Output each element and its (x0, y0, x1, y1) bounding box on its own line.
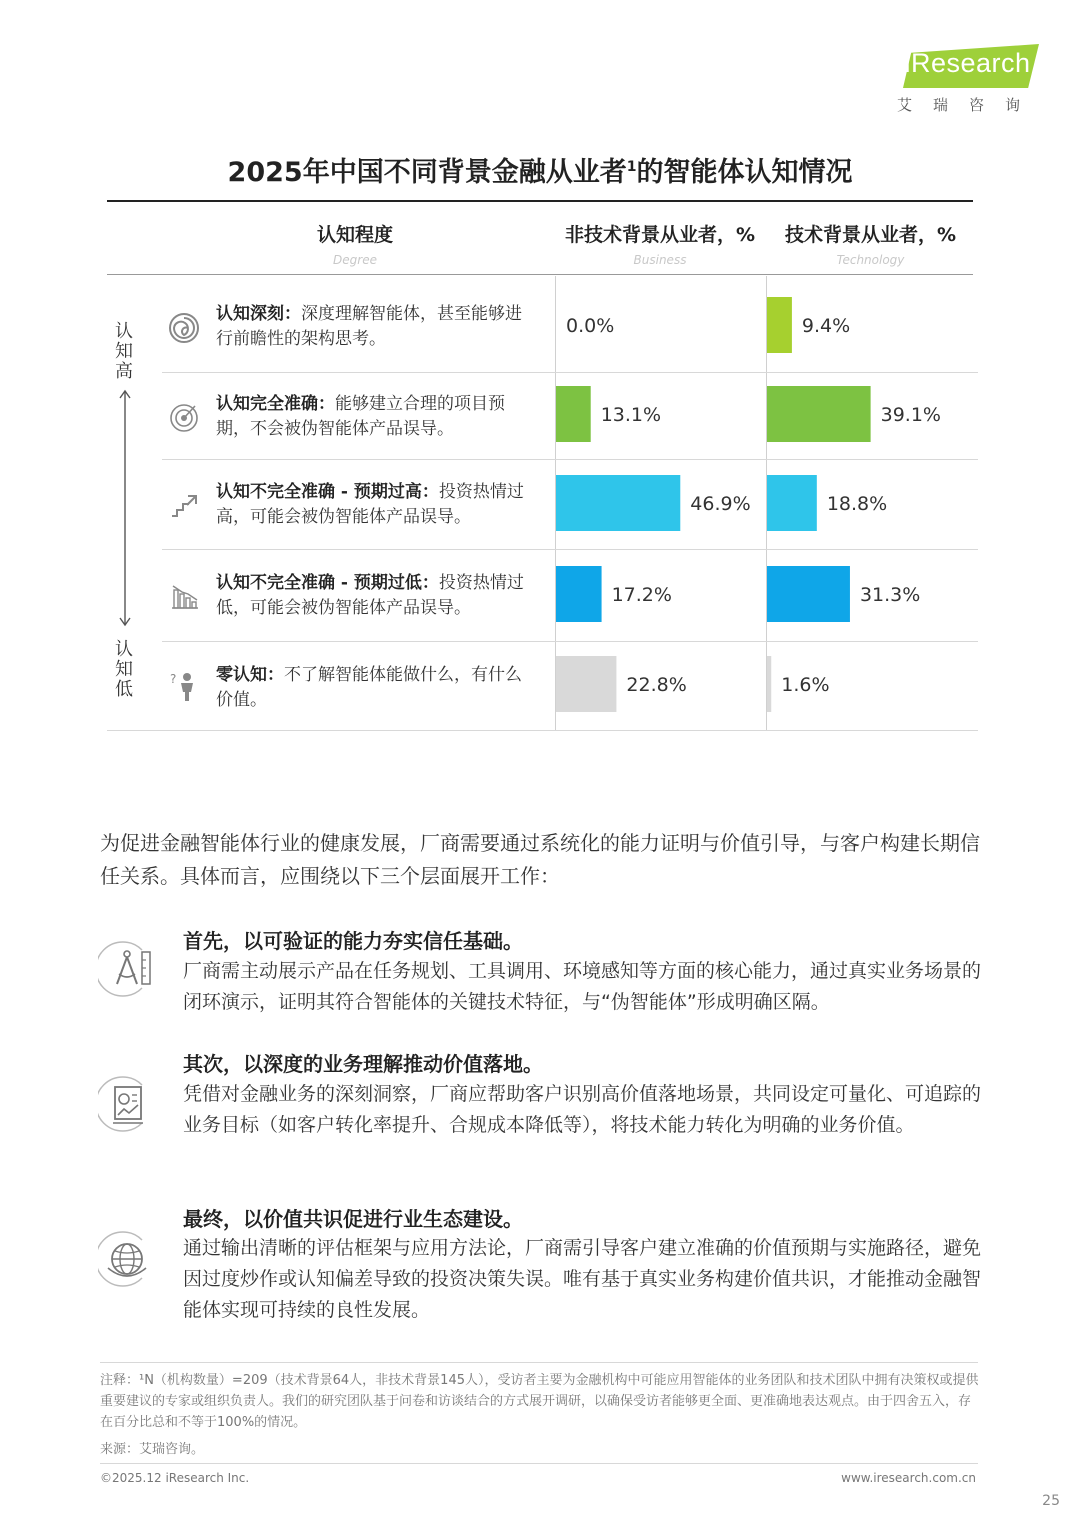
row-detail: 不了解智能体能做什么，有什么价值。 (216, 665, 522, 710)
item-body: 通过输出清晰的评估框架与应用方法论，厂商需引导客户建立准确的价值预期与实施路径，避免因过度炒作或认知偏差导致的投资决策失误。唯有基于真实业务构建价值共识，才能推动金融智能体实现可持续的良性发展。 (183, 1237, 982, 1321)
intro-paragraph: 为促进金融智能体行业的健康发展，厂商需要通过系统化的能力证明与价值引导，与客户构建长期信任关系。具体而言，应围绕以下三个层面展开工作： (100, 831, 980, 888)
col-header-business: 非技术背景从业者，% (564, 224, 756, 246)
item-body: 凭借对金融业务的深刻洞察，厂商应帮助客户识别高价值落地场景，共同设定可量化、可追踪的业务目标（如客户转化率提升、合规成本降低等），将技术能力转化为明确的业务价值。 (183, 1083, 982, 1136)
bar-label-technology-2: 18.8% (826, 493, 888, 515)
row-title: 认知完全准确： (216, 394, 335, 414)
title-main: 2025年中国不同背景金融从业者 (227, 157, 627, 188)
bar-label-business-0: 0.0% (566, 315, 615, 337)
item-title: 其次，以深度的业务理解推动价值落地。 (183, 1052, 543, 1076)
footer-rule (100, 1463, 978, 1464)
logo-wordmark: iResearch (904, 48, 1031, 78)
bar-chart (0, 0, 1080, 760)
row-detail: 深度理解智能体，甚至能够进行前瞻性的架构思考。 (216, 304, 522, 349)
side-label-low: 认知低 (115, 639, 133, 700)
side-label-high: 认知高 (115, 321, 133, 382)
row-detail: 能够建立合理的项目预期，不会被伪智能体产品误导。 (216, 394, 505, 439)
row-title: 零认知： (216, 665, 284, 685)
col-sub-business: Business (633, 253, 687, 267)
bar-label-business-1: 13.1% (600, 404, 662, 426)
row-title: 认知不完全准确 - 预期过高： (216, 482, 439, 502)
copyright: ©2025.12 iResearch Inc. (100, 1471, 250, 1485)
row-detail: 投资热情过低，可能会被伪智能体产品误导。 (216, 573, 524, 618)
item-body: 厂商需主动展示产品在任务规划、工具调用、环境感知等方面的核心能力，通过真实业务场景的闭环演示，证明其符合智能体的关键技术特征，与“伪智能体”形成明确区隔。 (183, 960, 982, 1013)
bar-technology-2 (767, 475, 817, 531)
bar-technology-0 (767, 297, 792, 353)
bar-label-business-4: 22.8% (626, 674, 687, 696)
report-document-icon (98, 1075, 156, 1133)
website-link[interactable]: www.iresearch.com.cn (841, 1471, 976, 1485)
title-tail: 的智能体认知情况 (636, 157, 853, 188)
footnote: 注释：¹N（机构数量）=209（技术背景64人，非技术背景145人），受访者主要为金融机构中可能应用智能体的业务团队和技术团队中拥有决策权或提供重要建议的专家或组织负责人。我们的研究团队基于问卷和访谈结合的方式展开调研，以确保受访者能够更全面、更准确地表达观点。由于四舍五入，存在百分比总和不等于100%的情况。 (100, 1373, 979, 1430)
col-header-degree: 认知程度 (316, 224, 393, 246)
bar-label-technology-4: 1.6% (781, 674, 830, 696)
item-title: 首先，以可验证的能力夯实信任基础。 (183, 929, 523, 953)
bar-label-technology-3: 31.3% (859, 584, 921, 606)
page-number: 25 (1042, 1493, 1060, 1509)
bar-business-4 (556, 656, 616, 712)
col-sub-technology: Technology (836, 253, 905, 267)
bar-label-technology-0: 9.4% (801, 315, 851, 337)
item-title: 最终，以价值共识促进行业生态建设。 (183, 1207, 523, 1231)
row-title: 认知深刻： (216, 304, 301, 324)
row-detail: 投资热情过高，可能会被伪智能体产品误导。 (216, 482, 524, 527)
bar-business-2 (556, 475, 680, 531)
source-line: 来源：艾瑞咨询。 (100, 1442, 205, 1457)
bar-technology-3 (767, 566, 850, 622)
logo-subtitle: 艾瑞咨询 (897, 96, 1042, 114)
bar-business-1 (556, 386, 591, 442)
col-sub-degree: Degree (333, 253, 377, 267)
bar-label-business-2: 46.9% (690, 493, 751, 515)
bar-label-technology-1: 39.1% (880, 404, 941, 426)
globe-icon (98, 1230, 156, 1288)
compass-ruler-icon (98, 940, 156, 998)
bar-technology-1 (767, 386, 871, 442)
bar-business-3 (556, 566, 602, 622)
note-rule (100, 1362, 978, 1363)
svg-text:?: ? (170, 672, 177, 686)
col-header-technology: 技术背景从业者，% (784, 224, 957, 246)
title-footnote-mark: 1 (626, 159, 637, 175)
row-title: 认知不完全准确 - 预期过低： (216, 573, 439, 593)
bar-technology-4 (767, 656, 771, 712)
bar-label-business-3: 17.2% (611, 584, 672, 606)
